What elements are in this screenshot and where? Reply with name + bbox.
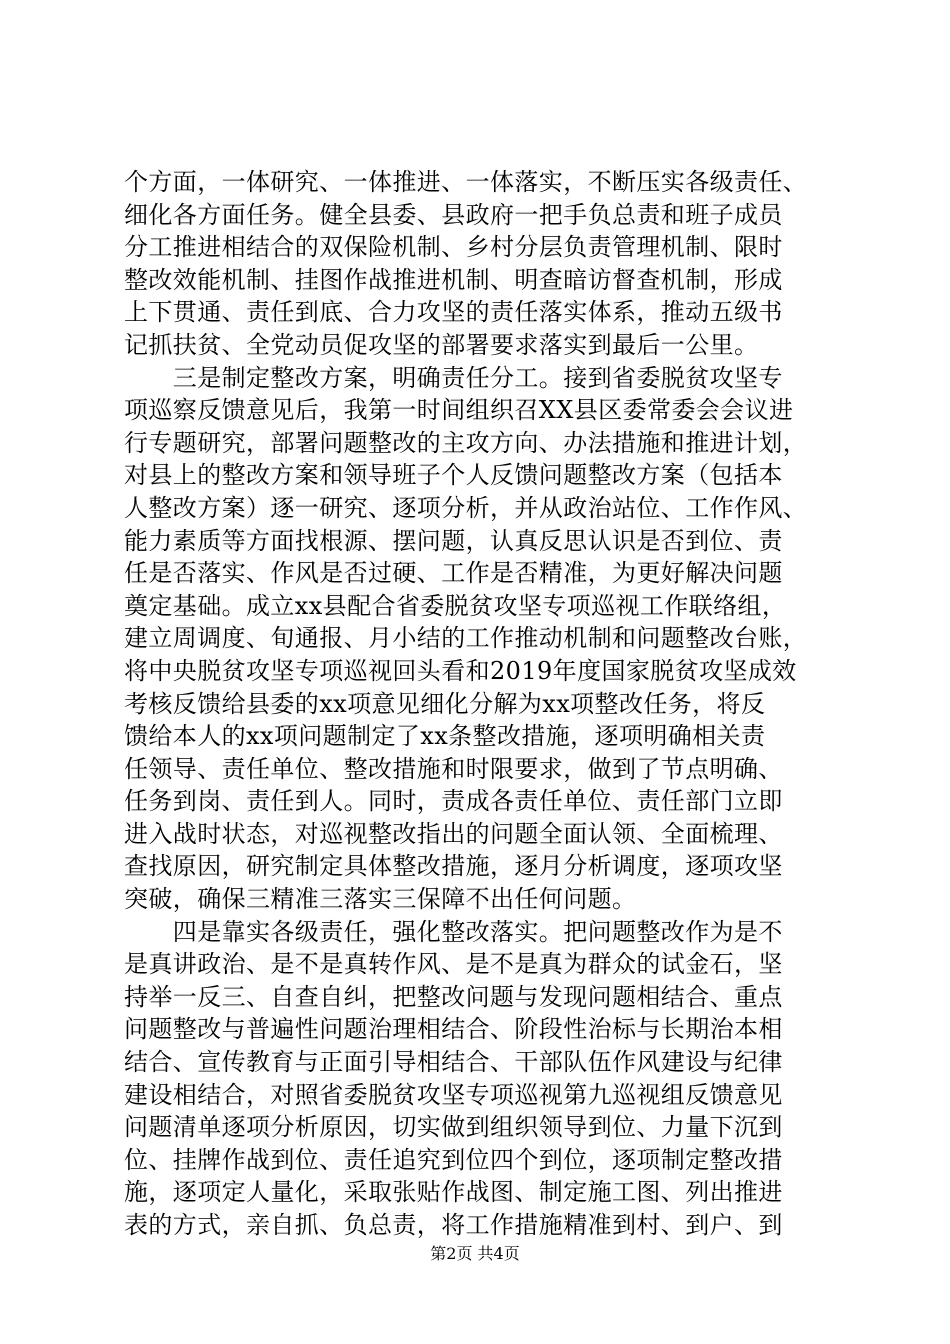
text-line: 结合、宣传教育与正面引导相结合、干部队伍作风建设与纪律 [124,1048,783,1077]
text-line: 突破，确保三精准三落实三保障不出任何问题。 [124,885,637,914]
text-line: 人整改方案）逐一研究、逐项分析，并从政治站位、工作作风、 [124,493,808,522]
text-line: 建设相结合，对照省委脱贫攻坚专项巡视第九巡视组反馈意见 [124,1080,783,1109]
text-line: 对县上的整改方案和领导班子个人反馈问题整改方案（包括本 [124,461,783,490]
page-number-label: 第2页 共4页 [430,1244,520,1263]
text-line: 是真讲政治、是不是真转作风、是不是真为群众的试金石，坚 [124,950,783,979]
text-line: 记抓扶贫、全党动员促攻坚的部署要求落实到最后一公里。 [124,330,759,359]
text-line: 进入战时状态，对巡视整改指出的问题全面认领、全面梳理、 [124,819,783,848]
text-line: 任是否落实、作风是否过硬、工作是否精准，为更好解决问题 [124,559,783,588]
body-text [124,166,844,1242]
text-line: 考核反馈给县委的xx项意见细化分解为xx项整改任务，将反 [124,689,766,718]
paragraph-start-line: 四是靠实各级责任，强化整改落实。把问题整改作为是不 [124,917,783,946]
text-line: 馈给本人的xx项问题制定了xx条整改措施，逐项明确相关责 [124,722,766,751]
text-line: 项巡察反馈意见后，我第一时间组织召XX县区委常委会会议进 [124,396,794,425]
text-line: 上下贯通、责任到底、合力攻坚的责任落实体系，推动五级书 [124,298,783,327]
text-line: 能力素质等方面找根源、摆问题，认真反思认识是否到位、责 [124,526,783,555]
text-line: 问题清单逐项分析原因，切实做到组织领导到位、力量下沉到 [124,1113,783,1142]
text-line: 查找原因，研究制定具体整改措施，逐月分析调度，逐项攻坚 [124,852,783,881]
text-line: 位、挂牌作战到位、责任追究到位四个到位，逐项制定整改措 [124,1145,783,1174]
text-line: 将中央脱贫攻坚专项巡视回头看和2019年度国家脱贫攻坚成效 [124,656,797,685]
text-line: 行专题研究，部署问题整改的主攻方向、办法措施和推进计划， [124,428,808,457]
text-line: 问题整改与普遍性问题治理相结合、阶段性治标与长期治本相 [124,1015,783,1044]
text-line: 表的方式，亲自抓、负总责，将工作措施精准到村、到户、到 [124,1211,783,1239]
text-line: 整改效能机制、挂图作战推进机制、明查暗访督查机制，形成 [124,265,783,294]
text-line: 建立周调度、旬通报、月小结的工作推动机制和问题整改台账， [124,624,808,653]
text-line: 细化各方面任务。健全县委、县政府一把手负总责和班子成员 [124,200,783,229]
text-line: 个方面，一体研究、一体推进、一体落实，不断压实各级责任、 [124,168,808,196]
text-line: 分工推进相结合的双保险机制、乡村分层负责管理机制、限时 [124,233,783,262]
text-line: 奠定基础。成立xx县配合省委脱贫攻坚专项巡视工作联络组， [124,591,787,620]
text-line: 任务到岗、责任到人。同时，责成各责任单位、责任部门立即 [124,787,783,816]
text-line: 任领导、责任单位、整改措施和时限要求，做到了节点明确、 [124,754,783,783]
paragraph-start-line: 三是制定整改方案，明确责任分工。接到省委脱贫攻坚专 [124,363,783,392]
text-line: 施，逐项定人量化，采取张贴作战图、制定施工图、列出推进 [124,1178,783,1207]
page-footer [0,1244,950,1264]
text-line: 持举一反三、自查自纠，把整改问题与发现问题相结合、重点 [124,982,783,1011]
